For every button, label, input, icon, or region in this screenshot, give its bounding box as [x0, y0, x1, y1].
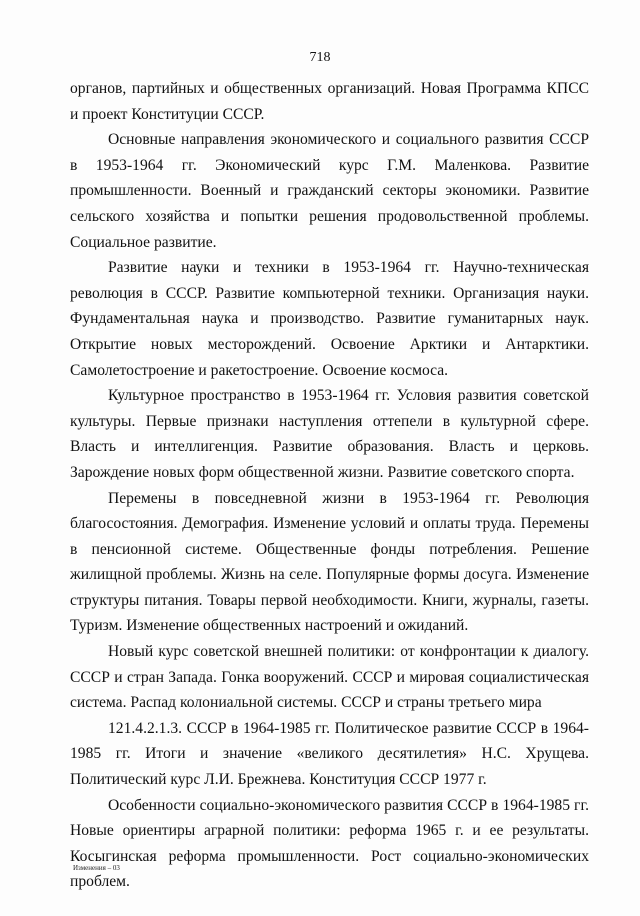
paragraph-5: Перемены в повседневной жизни в 1953-1964 гг. Революция благосостояния. Демография. Изменение условий и оплаты труда. Перемены в пенсионной системе. Общественные фонды потребления. Решение жилищной проблемы. Жизнь на селе. Популярные формы досуга. Изменение структуры питания. Товары первой необходимости. Книги, журналы, газеты. Туризм. Изменение общественных настроений и ожиданий. — [70, 489, 589, 635]
paragraph-3: Развитие науки и техники в 1953-1964 гг. Научно-техническая революция в СССР. Развитие компьютерной техники. Организация науки. Фундаментальная наука и производство. Развитие гуманитарных наук. Открытие новых месторождений. Освоение Арктики и Антарктики. Самолетостроение и ракетостроение. Освоение космоса. — [70, 259, 589, 379]
paragraph-7: 121.4.2.1.3. СССР в 1964-1985 гг. Политическое развитие СССР в 1964-1985 гг. Итоги и значение «великого десятилетия» Н.С. Хрущева. Политический курс Л.И. Брежнева. Конституция СССР 1977 г. — [70, 719, 589, 789]
paragraph-4: Культурное пространство в 1953-1964 гг. Условия развития советской культуры. Первые признаки наступления оттепели в культурной сфере. Власть и интеллигенция. Развитие образования. Власть и церковь. Зарождение новых форм общественной жизни. Развитие советского спорта. — [70, 387, 589, 481]
paragraph-8: Особенности социально-экономического развития СССР в 1964-1985 гг. Новые ориентиры аграрной политики: реформа 1965 г. и ее результаты. Косыгинская реформа промышленности. Рост социально-экономических проблем. — [70, 796, 589, 891]
paragraph-6: Новый курс советской внешней политики: от конфронтации к диалогу. СССР и стран Запада. Гонка вооружений. СССР и мировая социалистическая система. Распад колониальной системы. СССР и страны третьего мира — [70, 643, 589, 712]
revision-footer: Изменения – 03 — [73, 864, 120, 872]
body-text — [70, 76, 589, 895]
paragraph-2: Основные направления экономического и социального развития СССР в 1953-1964 гг. Экономический курс Г.М. Маленкова. Развитие промышленности. Военный и гражданский секторы экономики. Развитие сельского хозяйства и попытки решения продовольственной проблемы. Социальное развитие. — [70, 131, 589, 251]
paragraph-1: органов, партийных и общественных организаций. Новая Программа КПСС и проект Конституции СССР. — [70, 80, 589, 123]
page-number: 718 — [309, 50, 331, 65]
